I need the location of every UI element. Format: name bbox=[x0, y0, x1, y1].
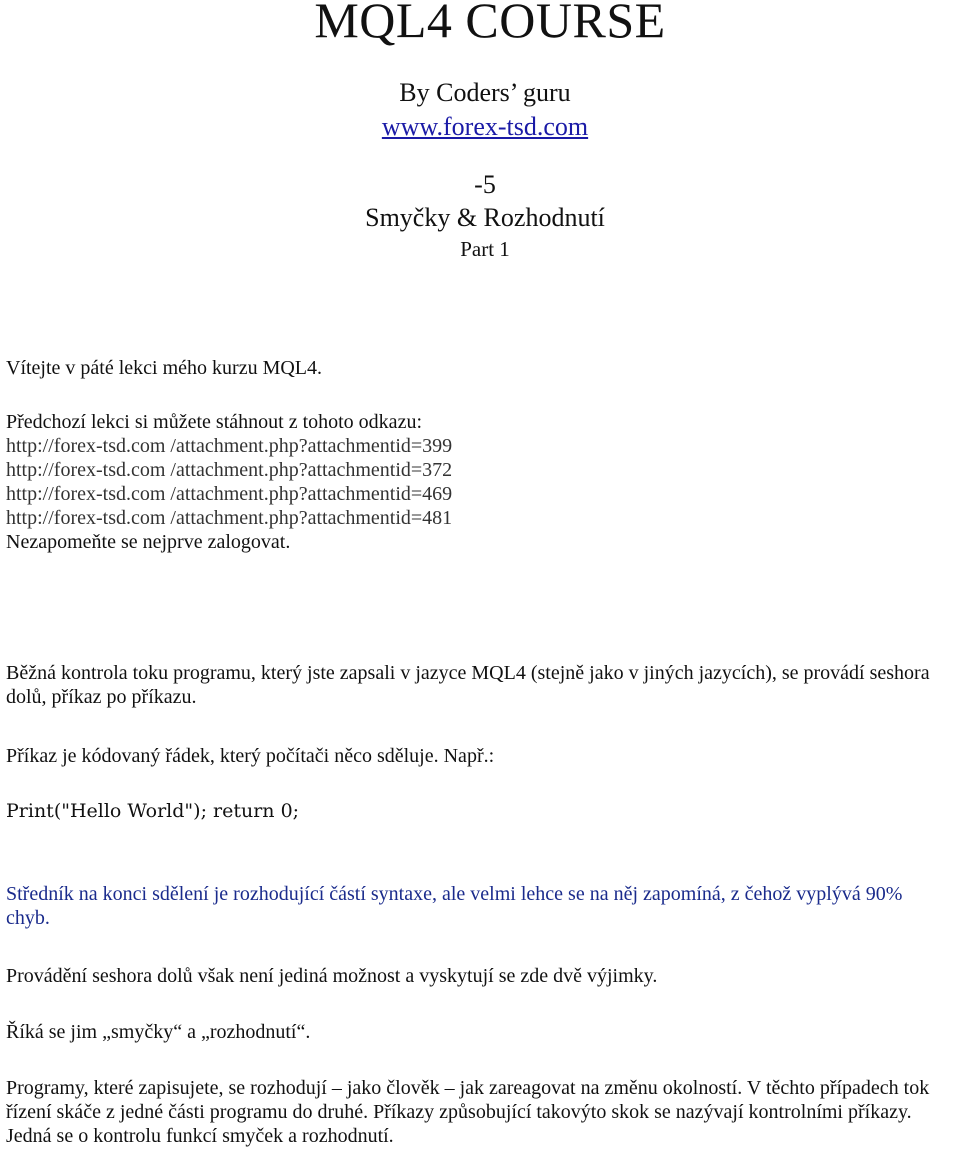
website-link-row bbox=[0, 112, 960, 142]
login-note: Nezapomeňte se nejprve zalogovat. bbox=[6, 531, 291, 553]
previous-lessons-intro: Předchozí lekci si můžete stáhnout z tohoto odkazu: bbox=[6, 411, 422, 433]
lesson-link[interactable]: http://forex-tsd.com /attachment.php?attachmentid=399 bbox=[6, 435, 453, 457]
page-title: MQL4 COURSE bbox=[314, 0, 666, 48]
lesson-part: Part 1 bbox=[460, 237, 510, 261]
author-byline: By Coders’ guru bbox=[399, 78, 571, 107]
paragraph-semicolon: Středník na konci sdělení je rozhodující částí syntaxe, ale velmi lehce se na něj zapomíná, z čehož vyplývá 90% chyb. bbox=[6, 883, 903, 929]
lesson-number: -5 bbox=[474, 170, 496, 199]
lesson-link[interactable]: http://forex-tsd.com /attachment.php?attachmentid=372 bbox=[6, 459, 453, 481]
website-link[interactable]: www.forex-tsd.com bbox=[381, 112, 589, 141]
paragraph-loops-decisions: Říká se jim „smyčky“ a „rozhodnutí“. bbox=[6, 1021, 311, 1043]
paragraph-control-flow: Běžná kontrola toku programu, který jste zapsali v jazyce MQL4 (stejně jako v jiných jazycích), se provádí seshora dolů, příkaz po příkazu. bbox=[6, 662, 930, 708]
previous-lessons-block bbox=[6, 410, 956, 554]
lesson-title: Smyčky & Rozhodnutí bbox=[365, 203, 605, 232]
paragraph-exceptions: Provádění seshora dolů však není jediná možnost a vyskytují se zde dvě výjimky. bbox=[6, 965, 658, 987]
lesson-link[interactable]: http://forex-tsd.com /attachment.php?attachmentid=481 bbox=[6, 507, 453, 529]
welcome-paragraph: Vítejte v páté lekci mého kurzu MQL4. bbox=[6, 357, 323, 379]
paragraph-statement: Příkaz je kódovaný řádek, který počítači něco sděluje. Např.: bbox=[6, 745, 495, 767]
code-example: Print("Hello World"); return 0; bbox=[6, 800, 300, 822]
paragraph-control-statements: Programy, které zapisujete, se rozhodují – jako člověk – jak zareagovat na změnu okolností. V těchto případech tok řízení skáče z jedné části programu do druhé. Příkazy způsobující takovýto skok se nazývají kontrolními příkazy. Jedná se o kontrolu funkcí smyček a rozhodnutí. bbox=[6, 1077, 930, 1147]
lesson-link[interactable]: http://forex-tsd.com /attachment.php?attachmentid=469 bbox=[6, 483, 453, 505]
